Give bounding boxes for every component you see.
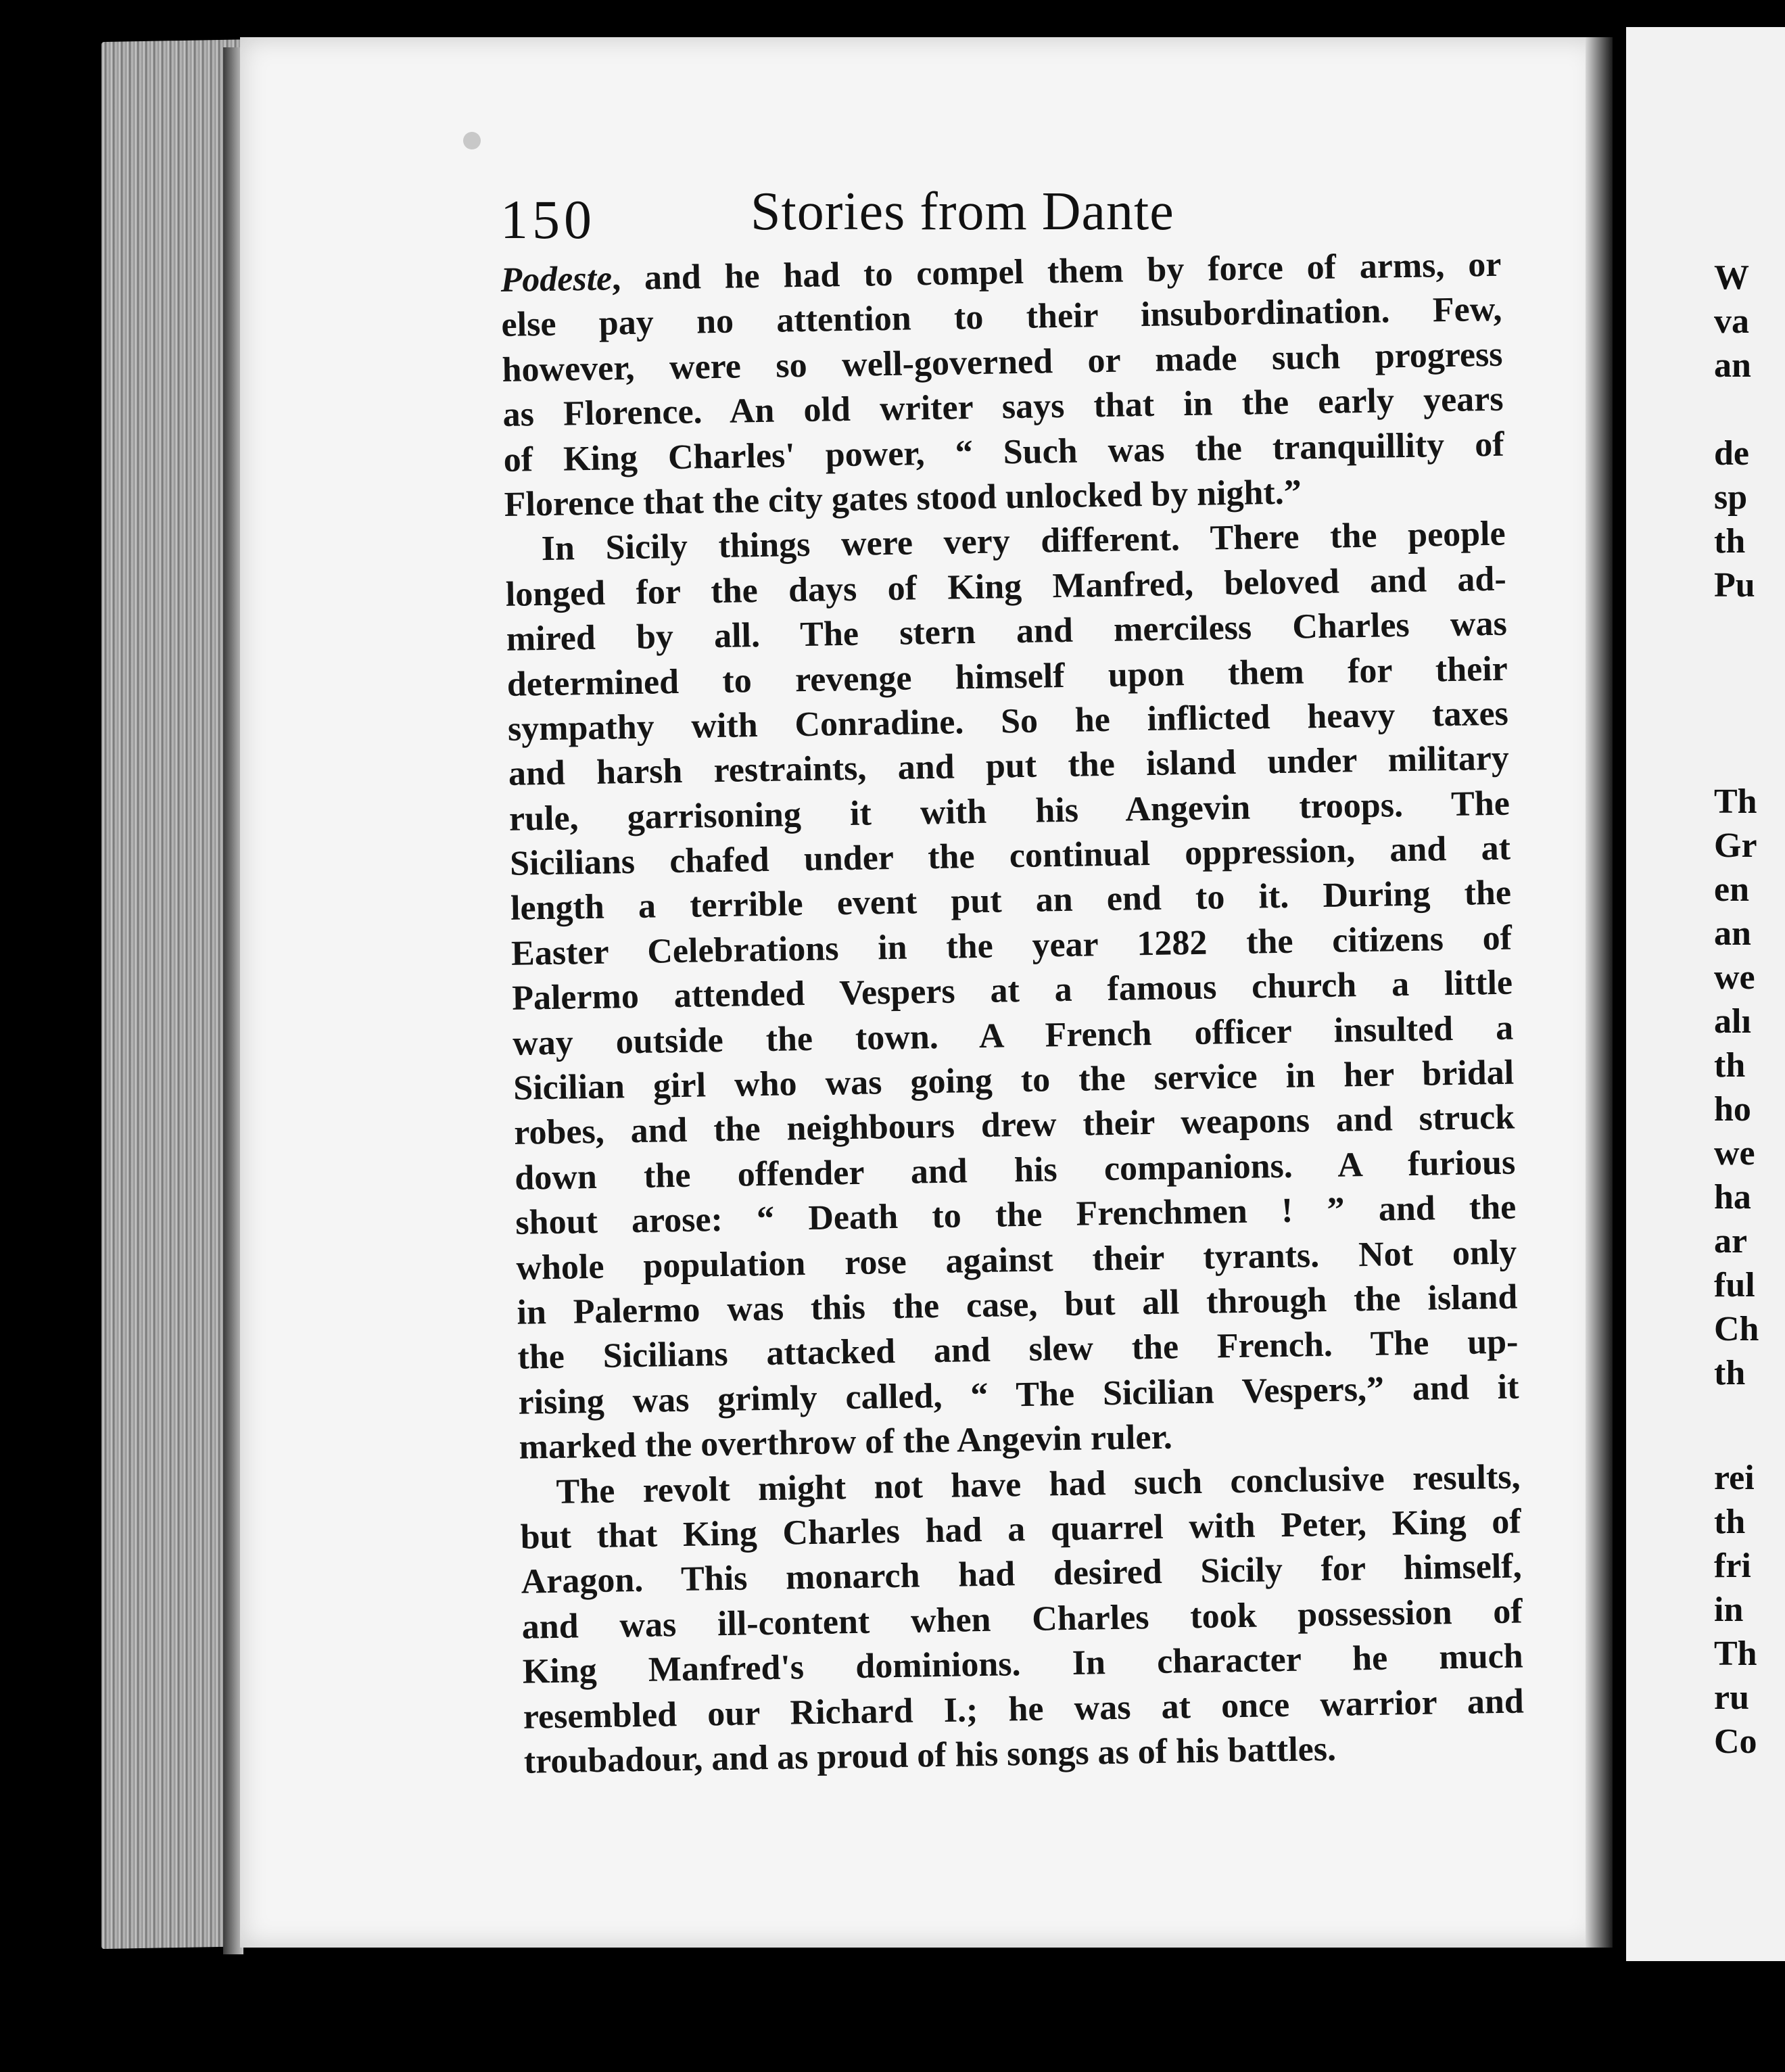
facing-fragment: th (1714, 522, 1746, 561)
text-line: sympathy with Conradine. So he inflicted heavy taxes (507, 694, 1509, 749)
facing-fragment: in (1714, 1591, 1744, 1629)
text-line: robes, and the neighbours drew their weapons and struck (513, 1098, 1515, 1153)
text-line: as Florence. An old writer says that in the early years (502, 379, 1504, 435)
text-line: and was ill-content when Charles took possession of (521, 1592, 1523, 1647)
text-line: but that King Charles had a quarrel with Peter, King of (520, 1502, 1521, 1557)
facing-fragment: we (1714, 1134, 1755, 1173)
text-line-rest: , and he had to compel them by force of arms, or (611, 245, 1502, 298)
text-line: Sicilians chafed under the continual oppression, and at (509, 828, 1511, 883)
facing-fragment: alı (1714, 1002, 1751, 1041)
text-line: The revolt might not have had such conclusive results, (556, 1457, 1521, 1511)
facing-fragment: ha (1714, 1178, 1751, 1217)
text-line: mired by all. The stern and merciless Charles was (506, 604, 1508, 659)
text-line: troubadour, and as proud of his songs as of his battles. (523, 1729, 1337, 1781)
text-line: longed for the days of King Manfred, beloved and ad- (505, 559, 1507, 614)
text-line: however, were so well-governed or made such progress (502, 335, 1503, 390)
facing-fragment: Co (1714, 1722, 1757, 1761)
text-line: in Palermo was this the case, but all through the island (517, 1277, 1518, 1332)
body-text (500, 243, 1525, 1785)
facing-fragment: Th (1714, 782, 1757, 821)
facing-fragment: rei (1714, 1459, 1755, 1497)
facing-fragment: W (1714, 258, 1749, 297)
facing-fragment: th (1714, 1503, 1746, 1541)
text-line: rising was grimly called, “ The Sicilian Vespers,” and it (518, 1367, 1519, 1422)
facing-fragment: sp (1714, 478, 1748, 517)
text-line: Florence that the city gates stood unlocked by night.” (504, 473, 1302, 524)
text-line: the Sicilians attacked and slew the French. The up- (517, 1322, 1519, 1378)
page-number: 150 (500, 189, 596, 250)
facing-fragment: th (1714, 1354, 1746, 1392)
facing-fragment: Th (1714, 1634, 1757, 1673)
book-page-right-partial (1626, 27, 1785, 1961)
text-line: marked the overthrow of the Angevin ruler. (519, 1417, 1173, 1467)
text-line: of King Charles' power, “ Such was the tranquillity of (503, 425, 1504, 479)
facing-fragment: an (1714, 914, 1751, 953)
text-line: Sicilian girl who was going to the service in her bridal (513, 1053, 1515, 1108)
facing-fragment: Ch (1714, 1310, 1759, 1348)
text-line: In Sicily things were very different. There the people (541, 515, 1506, 569)
text-line: King Manfred's dominions. In character he much (522, 1637, 1524, 1691)
text-line: determined to revenge himself upon them for their (506, 649, 1508, 704)
text-line: down the offender and his companions. A furious (514, 1143, 1516, 1198)
text-line: Palermo attended Vespers at a famous church a little (511, 963, 1513, 1018)
facing-fragment: an (1714, 346, 1751, 385)
facing-fragment: ru (1714, 1678, 1749, 1717)
running-title: Stories from Dante (751, 182, 1174, 241)
paper-spot (463, 132, 481, 149)
text-line: rule, garrisoning it with his Angevin troops. The (508, 784, 1510, 839)
facing-fragment: ho (1714, 1090, 1751, 1129)
page-header (500, 181, 1366, 256)
text-line: way outside the town. A French officer insulted a (512, 1008, 1514, 1063)
text-line: else pay no attention to their insubordination. Few, (501, 290, 1502, 345)
facing-fragment: fri (1714, 1547, 1751, 1585)
text-line: Easter Celebrations in the year 1282 the citizens of (510, 918, 1513, 973)
facing-fragment: we (1714, 958, 1755, 997)
facing-fragment: ful (1714, 1266, 1755, 1304)
facing-fragment: Gr (1714, 826, 1757, 865)
facing-fragment: Pu (1714, 566, 1755, 605)
text-line: whole population rose against their tyrants. Not only (516, 1233, 1517, 1288)
facing-fragment: de (1714, 434, 1749, 473)
text-line: shout arose: “ Death to the Frenchmen ! ” and the (515, 1187, 1517, 1243)
facing-fragment: va (1714, 302, 1749, 341)
facing-fragment: ar (1714, 1222, 1748, 1261)
text-line: resembled our Richard I.; he was at once warrior and (523, 1681, 1525, 1737)
text-line: length a terrible event put an end to it. During the (510, 874, 1512, 928)
facing-fragment: en (1714, 870, 1749, 909)
text-line-italic-word: Podeste (500, 259, 613, 300)
text-line: and harsh restraints, and put the island under military (508, 738, 1510, 794)
page-fold-shadow (1586, 37, 1613, 1948)
text-line: Aragon. This monarch had desired Sicily for himself, (521, 1547, 1523, 1602)
facing-fragment: th (1714, 1046, 1746, 1085)
